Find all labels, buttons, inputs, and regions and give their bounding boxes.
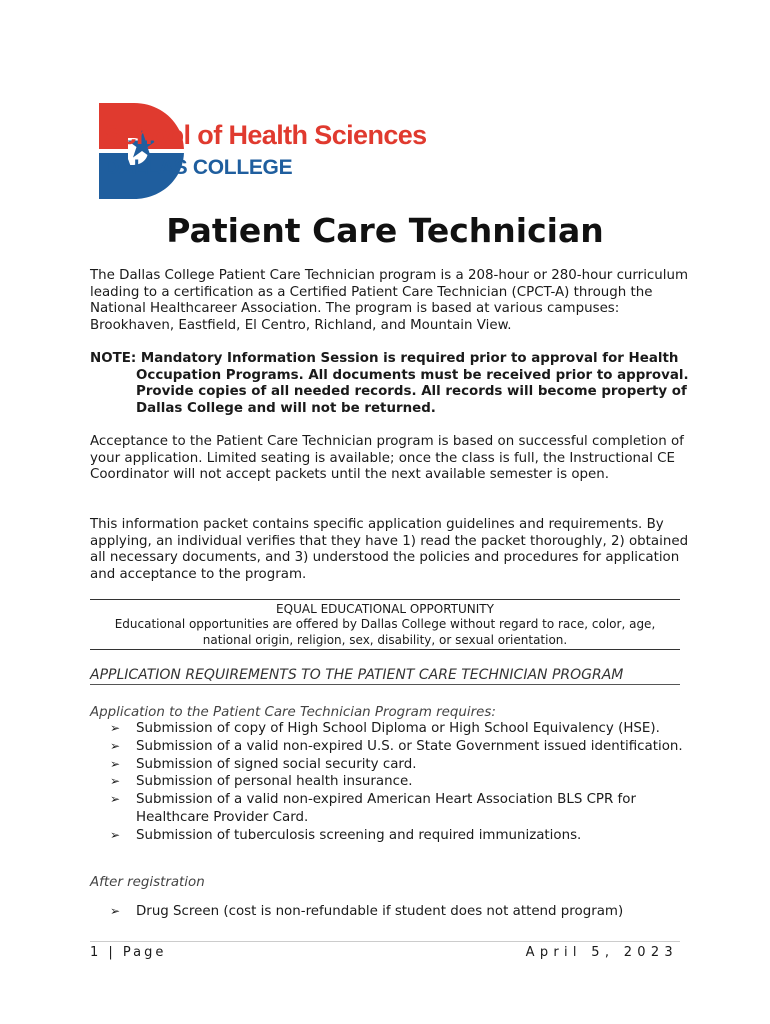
list-item-text: Submission of personal health insurance.: [136, 774, 413, 790]
arrow-bullet-icon: ➢: [110, 904, 121, 918]
after-registration-heading: After registration: [90, 875, 205, 890]
list-item: [110, 720, 690, 738]
list-item: [110, 827, 690, 845]
requirements-list: [110, 720, 690, 845]
arrow-bullet-icon: ➢: [110, 827, 121, 842]
footer-divider: [90, 941, 680, 942]
document-title: Patient Care Technician: [166, 211, 604, 250]
dallas-college-logo: [96, 100, 566, 202]
requirements-subheading: Application to the Patient Care Technician Program requires:: [90, 705, 496, 720]
list-item: [110, 773, 690, 791]
list-item: [110, 738, 690, 756]
list-item: [110, 903, 690, 921]
intro-paragraph: The Dallas College Patient Care Technician program is a 208-hour or 280-hour curriculum leading to a certification as a Certified Patient Care Technician (CPCT-A) through the National Healthcareer Association. The program is based at various campuses: Brookhaven, Eastfield, El Centro, Richland, and Mountain View.: [90, 268, 689, 333]
arrow-bullet-icon: ➢: [110, 774, 121, 789]
list-item: [110, 756, 690, 774]
eeo-divider-bottom: [90, 649, 680, 650]
eeo-divider-top: [90, 599, 680, 600]
dallas-college-d-star-icon: [96, 100, 192, 202]
list-item: [110, 791, 690, 827]
list-item-text: Drug Screen (cost is non-refundable if student does not attend program): [136, 904, 624, 919]
arrow-bullet-icon: ➢: [110, 756, 121, 771]
requirements-heading: APPLICATION REQUIREMENTS TO THE PATIENT CARE TECHNICIAN PROGRAM: [90, 667, 680, 685]
list-item-text: Submission of tuberculosis screening and required immunizations.: [136, 827, 582, 843]
info-paragraph: This information packet contains specific application guidelines and requirements. By applying, an individual verifies that they have 1) read the packet thoroughly, 2) obtained all necessary documents, and 3) understood the policies and procedures for application and acceptance to the program.: [90, 517, 689, 582]
eeo-statement: Educational opportunities are offered by Dallas College without regard to race, color, age, national origin, religion, sex, disability, or sexual orientation.: [114, 617, 656, 647]
acceptance-paragraph: Acceptance to the Patient Care Technician program is based on successful completion of your application. Limited seating is available; once the class is full, the Instructional CE Coordinator will not accept packets until the next available semester is open.: [90, 434, 684, 483]
arrow-bullet-icon: ➢: [110, 792, 121, 807]
logo-school-name: School of Health Sciences: [104, 120, 427, 150]
list-item-text: Submission of copy of High School Diploma or High School Equivalency (HSE).: [136, 721, 660, 736]
arrow-bullet-icon: ➢: [110, 721, 121, 735]
list-item-text: Submission of signed social security card.: [136, 756, 417, 772]
footer-date: April 5, 2023: [525, 945, 678, 960]
note-paragraph: NOTE: Mandatory Information Session is required prior to approval for Health Occupation Programs. All documents must be received prior to approval. Provide copies of all needed records. All records will become property of Dallas College and will not be returned.: [90, 351, 689, 416]
page-number: 1 | Page: [90, 945, 167, 960]
after-registration-list: [110, 903, 690, 921]
eeo-title: EQUAL EDUCATIONAL OPPORTUNITY: [276, 602, 494, 616]
logo-college-name: DALLAS COLLEGE: [104, 156, 293, 179]
arrow-bullet-icon: ➢: [110, 738, 121, 753]
list-item-text: Submission of a valid non-expired U.S. or State Government issued identification.: [136, 738, 683, 754]
list-item-text: Submission of a valid non-expired American Heart Association BLS CPR for Healthcare Provider Card.: [136, 792, 636, 825]
